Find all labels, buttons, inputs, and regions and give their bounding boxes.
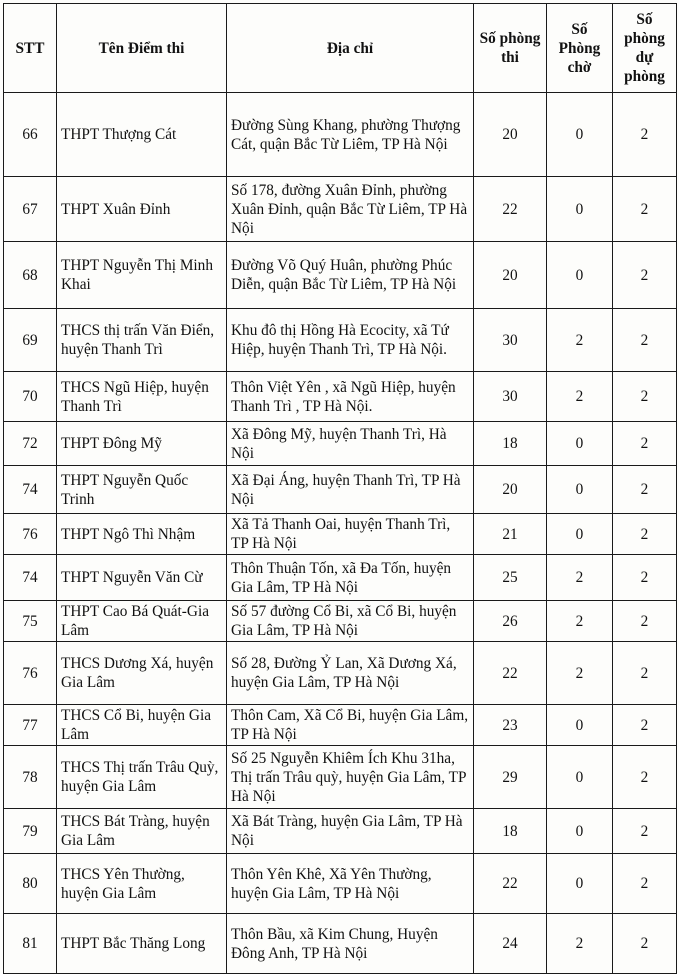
cell-waiting: 0 <box>547 177 613 242</box>
cell-reserve: 2 <box>613 914 677 974</box>
cell-waiting: 0 <box>547 242 613 309</box>
header-rooms: Số phòng thi <box>474 4 547 93</box>
cell-address: Thôn Thuận Tốn, xã Đa Tốn, huyện Gia Lâm, TP Hà Nội <box>227 555 474 601</box>
cell-rooms: 22 <box>474 642 547 705</box>
cell-reserve: 2 <box>613 177 677 242</box>
table-row <box>4 914 677 974</box>
cell-address: Thôn Bầu, xã Kim Chung, Huyện Đông Anh, TP Hà Nội <box>227 914 474 974</box>
table-row <box>4 514 677 555</box>
cell-rooms: 23 <box>474 705 547 746</box>
cell-waiting: 2 <box>547 914 613 974</box>
table-row <box>4 93 677 177</box>
cell-stt: 80 <box>4 854 57 914</box>
table-row <box>4 466 677 514</box>
table-row <box>4 555 677 601</box>
cell-waiting: 0 <box>547 705 613 746</box>
cell-stt: 77 <box>4 705 57 746</box>
cell-reserve: 2 <box>613 746 677 809</box>
cell-rooms: 18 <box>474 809 547 854</box>
cell-address: Số 28, Đường Ỷ Lan, Xã Dương Xá, huyện Gia Lâm, TP Hà Nội <box>227 642 474 705</box>
header-waiting: Số Phòng chờ <box>547 4 613 93</box>
cell-name: THPT Nguyễn Quốc Trinh <box>57 466 227 514</box>
header-name: Tên Điểm thi <box>57 4 227 93</box>
cell-address: Xã Tả Thanh Oai, huyện Thanh Trì, TP Hà Nội <box>227 514 474 555</box>
cell-rooms: 24 <box>474 914 547 974</box>
cell-waiting: 2 <box>547 372 613 422</box>
cell-address: Số 57 đường Cổ Bi, xã Cổ Bi, huyện Gia Lâm, TP Hà Nội <box>227 601 474 642</box>
cell-name: THPT Thượng Cát <box>57 93 227 177</box>
cell-rooms: 21 <box>474 514 547 555</box>
cell-waiting: 0 <box>547 746 613 809</box>
cell-reserve: 2 <box>613 309 677 372</box>
cell-name: THCS Thị trấn Trâu Quỳ, huyện Gia Lâm <box>57 746 227 809</box>
cell-name: THPT Đông Mỹ <box>57 422 227 466</box>
cell-reserve: 2 <box>613 372 677 422</box>
header-reserve: Số phòng dự phòng <box>613 4 677 93</box>
cell-stt: 74 <box>4 466 57 514</box>
table-row <box>4 809 677 854</box>
cell-rooms: 18 <box>474 422 547 466</box>
table-row <box>4 601 677 642</box>
cell-stt: 72 <box>4 422 57 466</box>
cell-name: THCS Dương Xá, huyện Gia Lâm <box>57 642 227 705</box>
cell-reserve: 2 <box>613 514 677 555</box>
table-row <box>4 642 677 705</box>
cell-reserve: 2 <box>613 555 677 601</box>
table-row <box>4 854 677 914</box>
cell-reserve: 2 <box>613 854 677 914</box>
cell-name: THPT Ngô Thì Nhậm <box>57 514 227 555</box>
cell-stt: 76 <box>4 514 57 555</box>
cell-rooms: 22 <box>474 177 547 242</box>
cell-address: Thôn Việt Yên , xã Ngũ Hiệp, huyện Thanh Trì , TP Hà Nội. <box>227 372 474 422</box>
cell-waiting: 0 <box>547 466 613 514</box>
header-address: Địa chỉ <box>227 4 474 93</box>
table-row <box>4 309 677 372</box>
cell-rooms: 22 <box>474 854 547 914</box>
cell-stt: 66 <box>4 93 57 177</box>
table-row <box>4 372 677 422</box>
cell-rooms: 20 <box>474 466 547 514</box>
cell-waiting: 0 <box>547 514 613 555</box>
table-row <box>4 177 677 242</box>
cell-stt: 69 <box>4 309 57 372</box>
cell-reserve: 2 <box>613 242 677 309</box>
cell-reserve: 2 <box>613 466 677 514</box>
table-row <box>4 705 677 746</box>
cell-address: Xã Đông Mỹ, huyện Thanh Trì, Hà Nội <box>227 422 474 466</box>
cell-address: Xã Bát Tràng, huyện Gia Lâm, TP Hà Nội <box>227 809 474 854</box>
cell-stt: 74 <box>4 555 57 601</box>
cell-reserve: 2 <box>613 809 677 854</box>
cell-rooms: 26 <box>474 601 547 642</box>
cell-stt: 67 <box>4 177 57 242</box>
cell-rooms: 29 <box>474 746 547 809</box>
cell-address: Đường Võ Quý Huân, phường Phúc Diễn, quận Bắc Từ Liêm, TP Hà Nội <box>227 242 474 309</box>
cell-address: Thôn Yên Khê, Xã Yên Thường, huyện Gia Lâm, TP Hà Nội <box>227 854 474 914</box>
cell-stt: 75 <box>4 601 57 642</box>
cell-reserve: 2 <box>613 93 677 177</box>
cell-name: THPT Nguyễn Thị Minh Khai <box>57 242 227 309</box>
cell-name: THPT Xuân Đỉnh <box>57 177 227 242</box>
cell-address: Thôn Cam, Xã Cổ Bi, huyện Gia Lâm, TP Hà Nội <box>227 705 474 746</box>
table-row <box>4 746 677 809</box>
exam-site-table <box>3 3 677 974</box>
cell-stt: 78 <box>4 746 57 809</box>
cell-address: Số 25 Nguyễn Khiêm Ích Khu 31ha, Thị trấn Trâu quỳ, huyện Gia Lâm, TP Hà Nội <box>227 746 474 809</box>
cell-stt: 79 <box>4 809 57 854</box>
cell-name: THPT Bắc Thăng Long <box>57 914 227 974</box>
cell-waiting: 2 <box>547 642 613 705</box>
cell-stt: 81 <box>4 914 57 974</box>
cell-name: THPT Nguyễn Văn Cừ <box>57 555 227 601</box>
cell-name: THCS Yên Thường, huyện Gia Lâm <box>57 854 227 914</box>
cell-stt: 68 <box>4 242 57 309</box>
cell-waiting: 0 <box>547 422 613 466</box>
cell-address: Khu đô thị Hồng Hà Ecocity, xã Tứ Hiệp, huyện Thanh Trì, TP Hà Nội. <box>227 309 474 372</box>
cell-address: Đường Sùng Khang, phường Thượng Cát, quận Bắc Từ Liêm, TP Hà Nội <box>227 93 474 177</box>
cell-name: THPT Cao Bá Quát-Gia Lâm <box>57 601 227 642</box>
cell-rooms: 20 <box>474 242 547 309</box>
header-stt: STT <box>4 4 57 93</box>
cell-waiting: 0 <box>547 809 613 854</box>
cell-rooms: 25 <box>474 555 547 601</box>
cell-name: THCS Ngũ Hiệp, huyện Thanh Trì <box>57 372 227 422</box>
cell-name: THCS Bát Tràng, huyện Gia Lâm <box>57 809 227 854</box>
cell-rooms: 30 <box>474 372 547 422</box>
cell-reserve: 2 <box>613 642 677 705</box>
cell-rooms: 30 <box>474 309 547 372</box>
table-row <box>4 242 677 309</box>
cell-waiting: 0 <box>547 93 613 177</box>
header-row <box>4 4 677 93</box>
cell-waiting: 0 <box>547 854 613 914</box>
cell-reserve: 2 <box>613 705 677 746</box>
cell-address: Xã Đại Áng, huyện Thanh Trì, TP Hà Nội <box>227 466 474 514</box>
cell-waiting: 2 <box>547 555 613 601</box>
cell-stt: 70 <box>4 372 57 422</box>
cell-rooms: 20 <box>474 93 547 177</box>
cell-reserve: 2 <box>613 601 677 642</box>
cell-address: Số 178, đường Xuân Đỉnh, phường Xuân Đỉnh, quận Bắc Từ Liêm, TP Hà Nội <box>227 177 474 242</box>
cell-name: THCS thị trấn Văn Điển, huyện Thanh Trì <box>57 309 227 372</box>
cell-name: THCS Cổ Bi, huyện Gia Lâm <box>57 705 227 746</box>
cell-waiting: 2 <box>547 309 613 372</box>
cell-waiting: 2 <box>547 601 613 642</box>
cell-reserve: 2 <box>613 422 677 466</box>
table-row <box>4 422 677 466</box>
cell-stt: 76 <box>4 642 57 705</box>
